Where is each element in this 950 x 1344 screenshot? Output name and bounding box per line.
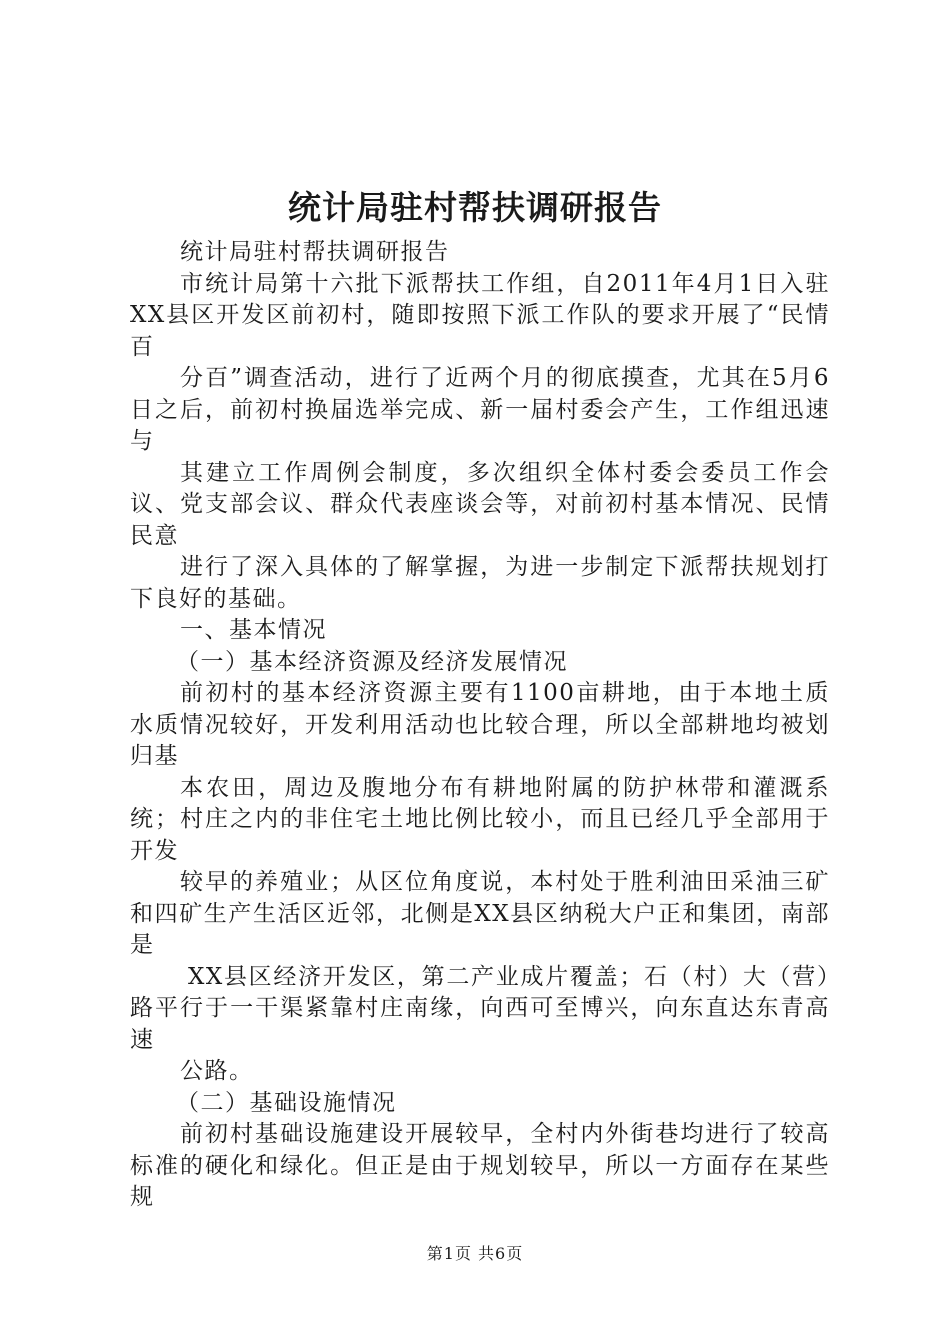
paragraph: 较早的养殖业；从区位角度说，本村处于胜利油田采油三矿和四矿生产生活区近邻，北侧是XX县区纳税大户正和集团，南部是: [130, 869, 830, 958]
paragraph: 前初村的基本经济资源主要有1100亩耕地，由于本地土质水质情况较好，开发利用活动也比较合理，所以全部耕地均被划归基: [130, 680, 830, 769]
paragraph: 进行了深入具体的了解掌握，为进一步制定下派帮扶规划打下良好的基础。: [130, 554, 830, 612]
document-title: 统计局驻村帮扶调研报告: [288, 188, 662, 227]
page-footer: 第1页 共6页: [426, 1244, 524, 1263]
paragraph: 前初村基础设施建设开展较早，全村内外街巷均进行了较高标准的硬化和绿化。但正是由于规划较早，所以一方面存在某些规: [130, 1121, 830, 1210]
paragraph: 分百”调查活动，进行了近两个月的彻底摸查，尤其在5月6日之后，前初村换届选举完成、新一届村委会产生，工作组迅速与: [130, 365, 830, 454]
document-body: [130, 237, 830, 1214]
paragraph: 统计局驻村帮扶调研报告: [180, 239, 450, 265]
subsection-heading: （一）基本经济资源及经济发展情况: [176, 648, 568, 675]
paragraph: XX县区经济开发区，第二产业成片覆盖；石（村）大（营）路平行于一干渠紧靠村庄南缘，向西可至博兴，向东直达东青高速: [130, 963, 830, 1053]
paragraph: 公路。: [180, 1058, 254, 1084]
paragraph: 其建立工作周例会制度，多次组织全体村委会委员工作会议、党支部会议、群众代表座谈会等，对前初村基本情况、民情民意: [130, 459, 830, 549]
paragraph: 本农田，周边及腹地分布有耕地附属的防护林带和灌溉系统；村庄之内的非住宅土地比例比较小，而且已经几乎全部用于开发: [130, 774, 830, 864]
paragraph: 市统计局第十六批下派帮扶工作组，自2011年4月1日入驻XX县区开发区前初村，随即按照下派工作队的要求开展了“民情百: [130, 270, 830, 360]
subsection-heading: （二）基础设施情况: [176, 1089, 397, 1116]
section-heading: 一、基本情况: [180, 617, 327, 643]
